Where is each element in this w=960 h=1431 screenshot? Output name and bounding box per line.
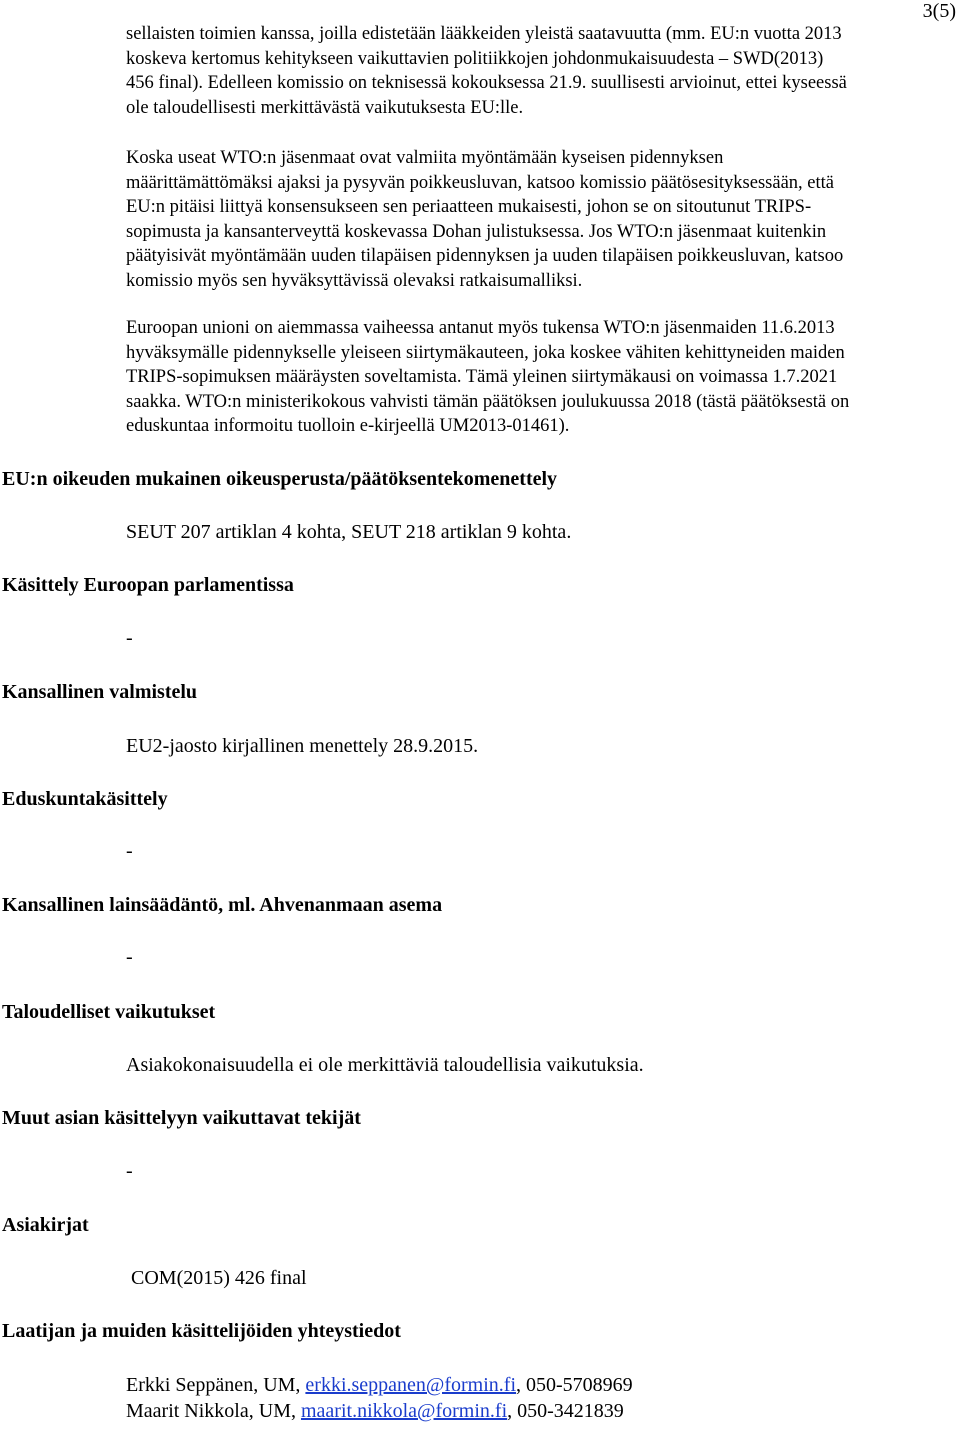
paragraph-line: ole taloudellisesti merkittävästä vaikutuksesta EU:lle. — [126, 97, 524, 118]
economic-effects-heading: Taloudelliset vaikutukset — [2, 1001, 216, 1023]
paragraph-line: sellaisten toimien kanssa, joilla edistetään lääkkeiden yleistä saatavuutta (mm. EU:n vuotta 2013 — [126, 24, 842, 44]
national-legislation-value: - — [126, 946, 133, 968]
legal-basis-value: SEUT 207 artiklan 4 kohta, SEUT 218 artiklan 9 kohta. — [126, 521, 572, 543]
parliament-handling-value: - — [126, 840, 133, 862]
national-preparation-value: EU2-jaosto kirjallinen menettely 28.9.2015. — [126, 735, 479, 757]
contact-line — [126, 1372, 633, 1398]
other-factors-heading: Muut asian käsittelyyn vaikuttavat tekijät — [2, 1107, 361, 1129]
paragraph-line: koskeva kertomus kehitykseen vaikuttavien politiikkojen johdonmukaisuudesta – SWD(2013) — [126, 48, 824, 69]
economic-effects-value: Asiakokonaisuudella ei ole merkittäviä taloudellisia vaikutuksia. — [126, 1054, 644, 1076]
paragraph-line: eduskuntaa informoitu tuolloin e-kirjeellä UM2013-01461). — [126, 416, 570, 437]
paragraph-line: Koska useat WTO:n jäsenmaat ovat valmiita myöntämään kyseisen pidennyksen — [126, 148, 724, 168]
email-link[interactable]: maarit.nikkola@formin.fi — [300, 1400, 508, 1422]
paragraph-line: määrittämättömäksi ajaksi ja pysyvän poikkeusluvan, katsoo komissio päätösesityksessään, että — [126, 172, 834, 193]
paragraph-line: Euroopan unioni on aiemmassa vaiheessa antanut myös tukensa WTO:n jäsenmaiden 11.6.2013 — [126, 318, 835, 338]
paragraph-line: EU:n pitäisi liittyä konsensukseen sen periaatteen mukaisesti, johon se on sitoutunut TRIPS- — [126, 197, 812, 218]
contact-line — [126, 1398, 633, 1424]
documents-value: COM(2015) 426 final — [131, 1267, 307, 1289]
contact-name: Erkki Seppänen, UM, — [126, 1374, 306, 1396]
paragraph-line: saakka. WTO:n ministerikokous vahvisti tämän päätöksen joulukuussa 2018 (tästä päätöksestä on — [126, 391, 850, 412]
ep-handling-heading: Käsittely Euroopan parlamentissa — [2, 574, 294, 596]
paragraph-line: komissio myös sen hyväksyttävissä olevaksi ratkaisumalliksi. — [126, 270, 583, 291]
ep-handling-value: - — [126, 627, 133, 649]
paragraph-line: päätyisivät myöntämään uuden tilapäisen pidennyksen ja uuden tilapäisen poikkeusluvan, katsoo — [126, 246, 844, 267]
email-link[interactable]: erkki.seppanen@formin.fi — [305, 1374, 516, 1396]
paragraph-1 — [126, 22, 956, 120]
contact-phone: , 050-3421839 — [507, 1400, 624, 1422]
legal-basis-heading: EU:n oikeuden mukainen oikeusperusta/päätöksentekomenettely — [2, 468, 558, 490]
national-preparation-heading: Kansallinen valmistelu — [2, 681, 198, 703]
page-number: 3(5) — [922, 0, 956, 22]
documents-heading: Asiakirjat — [2, 1214, 89, 1236]
paragraph-line: sopimusta ja kansanterveyttä koskevassa Dohan julistuksessa. Jos WTO:n jäsenmaat kuitenkin — [126, 221, 827, 242]
contact-name: Maarit Nikkola, UM, — [126, 1400, 301, 1422]
other-factors-value: - — [126, 1160, 133, 1182]
paragraph-line: hyväksymälle pidennykselle yleiseen siirtymäkauteen, joka koskee vähiten kehittyneiden maiden — [126, 342, 845, 363]
contacts-list — [126, 1372, 633, 1424]
paragraph-3 — [126, 316, 956, 439]
national-legislation-heading: Kansallinen lainsäädäntö, ml. Ahvenanmaan asema — [2, 894, 443, 916]
paragraph-line: 456 final). Edelleen komissio on teknisessä kokouksessa 21.9. suullisesti arvioinut, ettei kyseessä — [126, 73, 847, 94]
paragraph-2 — [126, 146, 956, 294]
contacts-heading: Laatijan ja muiden käsittelijöiden yhteystiedot — [2, 1320, 401, 1342]
parliament-handling-heading: Eduskuntakäsittely — [2, 788, 168, 810]
contact-phone: , 050-5708969 — [516, 1374, 633, 1396]
paragraph-line: TRIPS-sopimuksen määräysten soveltamista. Tämä yleinen siirtymäkausi on voimassa 1.7.2021 — [126, 367, 838, 388]
